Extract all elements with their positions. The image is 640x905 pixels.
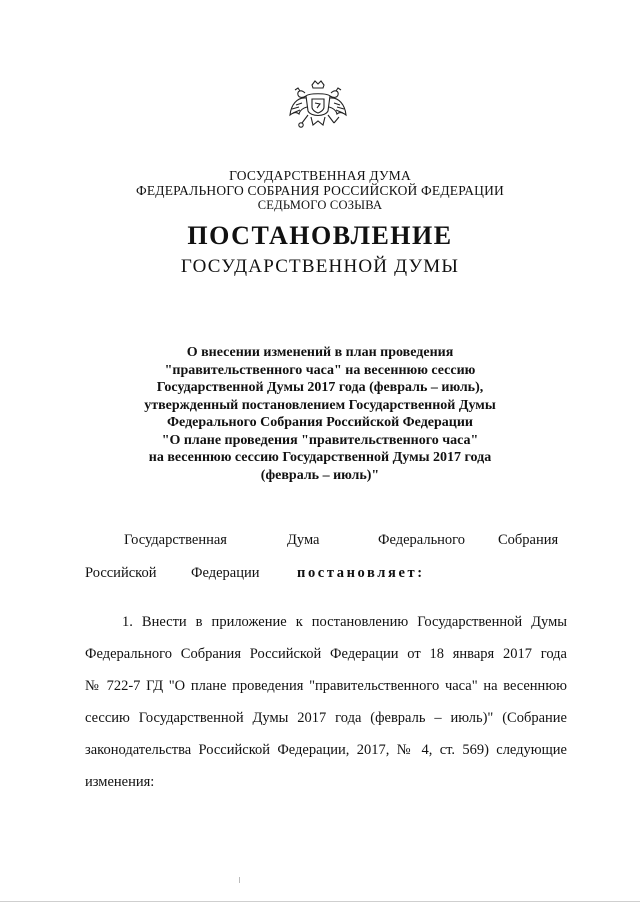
coat-of-arms-icon <box>287 79 349 151</box>
preamble-word: Государственная <box>124 532 227 548</box>
decree-word: постановляет: <box>297 565 425 581</box>
document-title: ПОСТАНОВЛЕНИЕ <box>187 221 453 250</box>
subject-line: "О плане проведения "правительственного часа" <box>161 432 479 448</box>
header-line-1: ГОСУДАРСТВЕННАЯ ДУМА <box>229 168 411 183</box>
preamble-word: Дума <box>287 532 320 548</box>
document-subtitle: ГОСУДАРСТВЕННОЙ ДУМЫ <box>180 256 460 277</box>
subject-line: "правительственного часа" на весеннюю сессию <box>164 362 476 378</box>
subject-line: (февраль – июль)" <box>260 467 380 483</box>
paragraph-line: Федерального Собрания Российской Федерации от 18 января 2017 года <box>85 646 567 662</box>
document-subject <box>0 344 640 484</box>
page-bottom-rule <box>0 901 640 902</box>
subject-line: Федерального Собрания Российской Федерации <box>167 415 473 430</box>
preamble-word: Российской <box>85 565 157 581</box>
paragraph-line: сессию Государственной Думы 2017 года (февраль – июль)" (Собрание <box>85 710 567 726</box>
paragraph-line: 1. Внести в приложение к постановлению Государственной Думы <box>122 614 567 630</box>
paragraph-line: законодательства Российской Федерации, 2017, № 4, ст. 569) следующие <box>85 742 567 758</box>
preamble-word: Федерального <box>378 532 466 548</box>
subject-line: на весеннюю сессию Государственной Думы 2017 года <box>148 450 492 465</box>
scan-mark <box>239 877 240 883</box>
subject-line: утвержденный постановлением Государственной Думы <box>144 397 496 413</box>
paragraph-line: изменения: <box>85 774 155 790</box>
preamble-word: Федерации <box>191 565 260 581</box>
header-line-3: СЕДЬМОГО СОЗЫВА <box>257 198 383 212</box>
preamble-word: Собрания <box>498 532 559 548</box>
header-line-2: ФЕДЕРАЛЬНОГО СОБРАНИЯ РОССИЙСКОЙ ФЕДЕРАЦИИ <box>136 183 504 198</box>
paragraph-line: № 722-7 ГД "О плане проведения "правительственного часа" на весеннюю <box>85 678 567 694</box>
subject-line: Государственной Думы 2017 года (февраль – июль), <box>156 380 484 395</box>
subject-line: О внесении изменений в план проведения <box>186 345 454 360</box>
